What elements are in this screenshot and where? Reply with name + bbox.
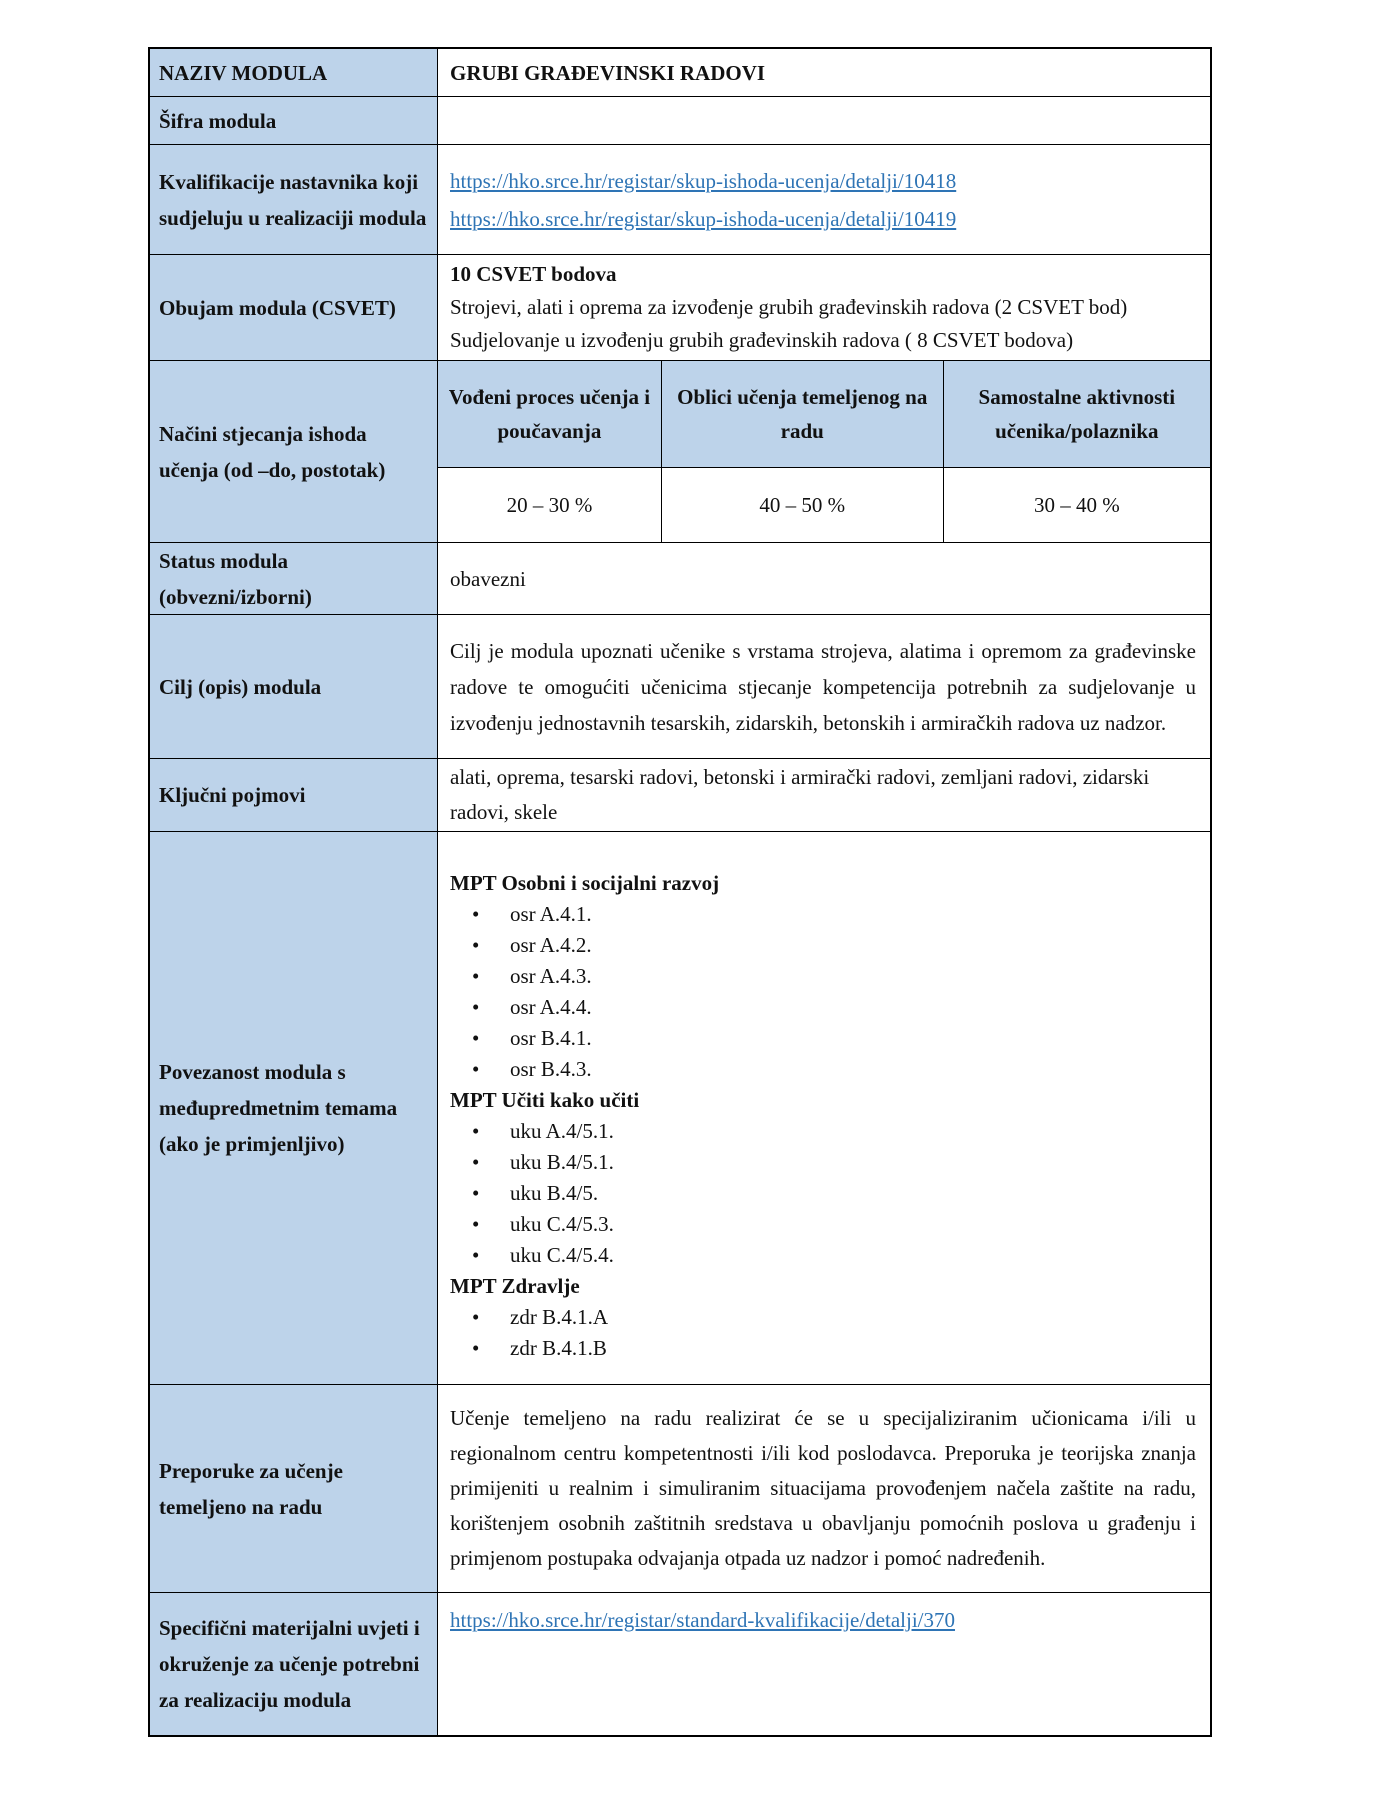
naziv-label: NAZIV MODULA <box>150 49 438 96</box>
row-naziv <box>150 49 1210 97</box>
mpt-item: • osr A.4.2. <box>472 930 1196 961</box>
mpt-list-osr <box>450 899 1196 1085</box>
skup-ishoda-link-10419[interactable]: https://hko.srce.hr/registar/skup-ishoda-ucenja/detalji/10419 <box>450 206 957 231</box>
mpt-item: • uku B.4/5.1. <box>472 1147 1196 1178</box>
module-description-table <box>148 47 1212 1737</box>
mpt-item: • uku C.4/5.4. <box>472 1240 1196 1271</box>
nacini-table <box>438 361 1210 542</box>
mpt-heading-zdr: MPT Zdravlje <box>450 1274 580 1298</box>
mpt-item: • osr B.4.1. <box>472 1023 1196 1054</box>
row-obujam <box>150 255 1210 361</box>
cilj-label: Cilj (opis) modula <box>150 615 438 758</box>
kljucni-label: Ključni pojmovi <box>150 759 438 831</box>
kljucni-value: alati, oprema, tesarski radovi, betonski i armirački radovi, zemljani radovi, zidarski radovi, skele <box>450 765 1150 824</box>
row-cilj <box>150 615 1210 759</box>
row-kvalifikacije <box>150 145 1210 255</box>
mpt-item: • osr A.4.1. <box>472 899 1196 930</box>
preporuke-value: Učenje temeljeno na radu realizirat će se u specijaliziranim učionicama i/ili u regionalnom centru kompetentnosti i/ili kod poslodavca. Preporuka je teorijska znanja primijeniti u realnim i simuliranim situacijama provođenjem načela zaštite na radu, korištenjem osobnih zaštitnih sredstava u obavljanju pomoćnih poslova u građenju i primjenom postupaka odvajanja otpada uz nadzor i pomoć nadređenih. <box>450 1406 1196 1570</box>
nacini-value-vodeni: 20 – 30 % <box>438 468 662 542</box>
row-sifra <box>150 97 1210 145</box>
nacini-value-samostalne: 30 – 40 % <box>944 468 1210 542</box>
row-kljucni <box>150 759 1210 832</box>
naziv-value: GRUBI GRAĐEVINSKI RADOVI <box>450 60 766 85</box>
povezanost-label: Povezanost modula s međupredmetnim temama (ako je primjenljivo) <box>150 832 438 1384</box>
mpt-item: • zdr B.4.1.B <box>472 1333 1196 1364</box>
sifra-value <box>438 97 1210 144</box>
mpt-heading-osr: MPT Osobni i socijalni razvoj <box>450 871 720 895</box>
status-value: obavezni <box>450 566 526 591</box>
nacini-label: Načini stjecanja ishoda učenja (od –do, postotak) <box>150 361 438 542</box>
preporuke-label: Preporuke za učenje temeljeno na radu <box>150 1385 438 1592</box>
nacini-header-vodeni: Vođeni proces učenja i poučavanja <box>438 361 662 467</box>
mpt-item: • uku A.4/5.1. <box>472 1116 1196 1147</box>
specificni-label: Specifični materijalni uvjeti i okruženje za učenje potrebni za realizaciju modula <box>150 1593 438 1735</box>
mpt-item: • osr A.4.3. <box>472 961 1196 992</box>
obujam-item-1: Strojevi, alati i oprema za izvođenje grubih građevinskih radova (2 CSVET bod) <box>450 295 1128 319</box>
specificni-value <box>438 1593 1210 1735</box>
cilj-value: Cilj je modula upoznati učenike s vrstama strojeva, alatima i opremom za građevinske radove te omogućiti učenicima stjecanje kompetencija potrebnih za sudjelovanje u izvođenju jednostavnih tesarskih, zidarskih, betonskih i armiračkih radova uz nadzor. <box>450 638 1196 735</box>
kvalifikacije-links <box>438 145 1210 254</box>
mpt-item: • uku B.4/5. <box>472 1178 1196 1209</box>
status-label: Status modula (obvezni/izborni) <box>150 543 438 614</box>
row-status <box>150 543 1210 615</box>
nacini-values-row <box>438 468 1210 542</box>
sifra-label: Šifra modula <box>150 97 438 144</box>
row-povezanost <box>150 832 1210 1385</box>
nacini-value-oblici: 40 – 50 % <box>662 468 944 542</box>
obujam-label: Obujam modula (CSVET) <box>150 255 438 360</box>
mpt-item: • osr A.4.4. <box>472 992 1196 1023</box>
row-preporuke <box>150 1385 1210 1593</box>
standard-kvalifikacije-link[interactable]: https://hko.srce.hr/registar/standard-kvalifikacije/detalji/370 <box>450 1608 956 1632</box>
mpt-list-uku <box>450 1116 1196 1271</box>
mpt-list-zdr <box>450 1302 1196 1364</box>
kvalifikacije-label: Kvalifikacije nastavnika koji sudjeluju u realizaciji modula <box>150 145 438 254</box>
row-nacini <box>150 361 1210 543</box>
povezanost-value <box>438 832 1210 1384</box>
obujam-total: 10 CSVET bodova <box>450 262 617 286</box>
obujam-value <box>438 255 1210 360</box>
mpt-item: • zdr B.4.1.A <box>472 1302 1196 1333</box>
obujam-item-2: Sudjelovanje u izvođenju grubih građevinskih radova ( 8 CSVET bodova) <box>450 328 1074 352</box>
row-specificni <box>150 1593 1210 1735</box>
mpt-item: • uku C.4/5.3. <box>472 1209 1196 1240</box>
nacini-header-oblici: Oblici učenja temeljenog na radu <box>662 361 944 467</box>
mpt-heading-uku: MPT Učiti kako učiti <box>450 1088 640 1112</box>
skup-ishoda-link-10418[interactable]: https://hko.srce.hr/registar/skup-ishoda-ucenja/detalji/10418 <box>450 168 957 193</box>
nacini-header-samostalne: Samostalne aktivnosti učenika/polaznika <box>944 361 1210 467</box>
mpt-item: • osr B.4.3. <box>472 1054 1196 1085</box>
nacini-header-row <box>438 361 1210 468</box>
